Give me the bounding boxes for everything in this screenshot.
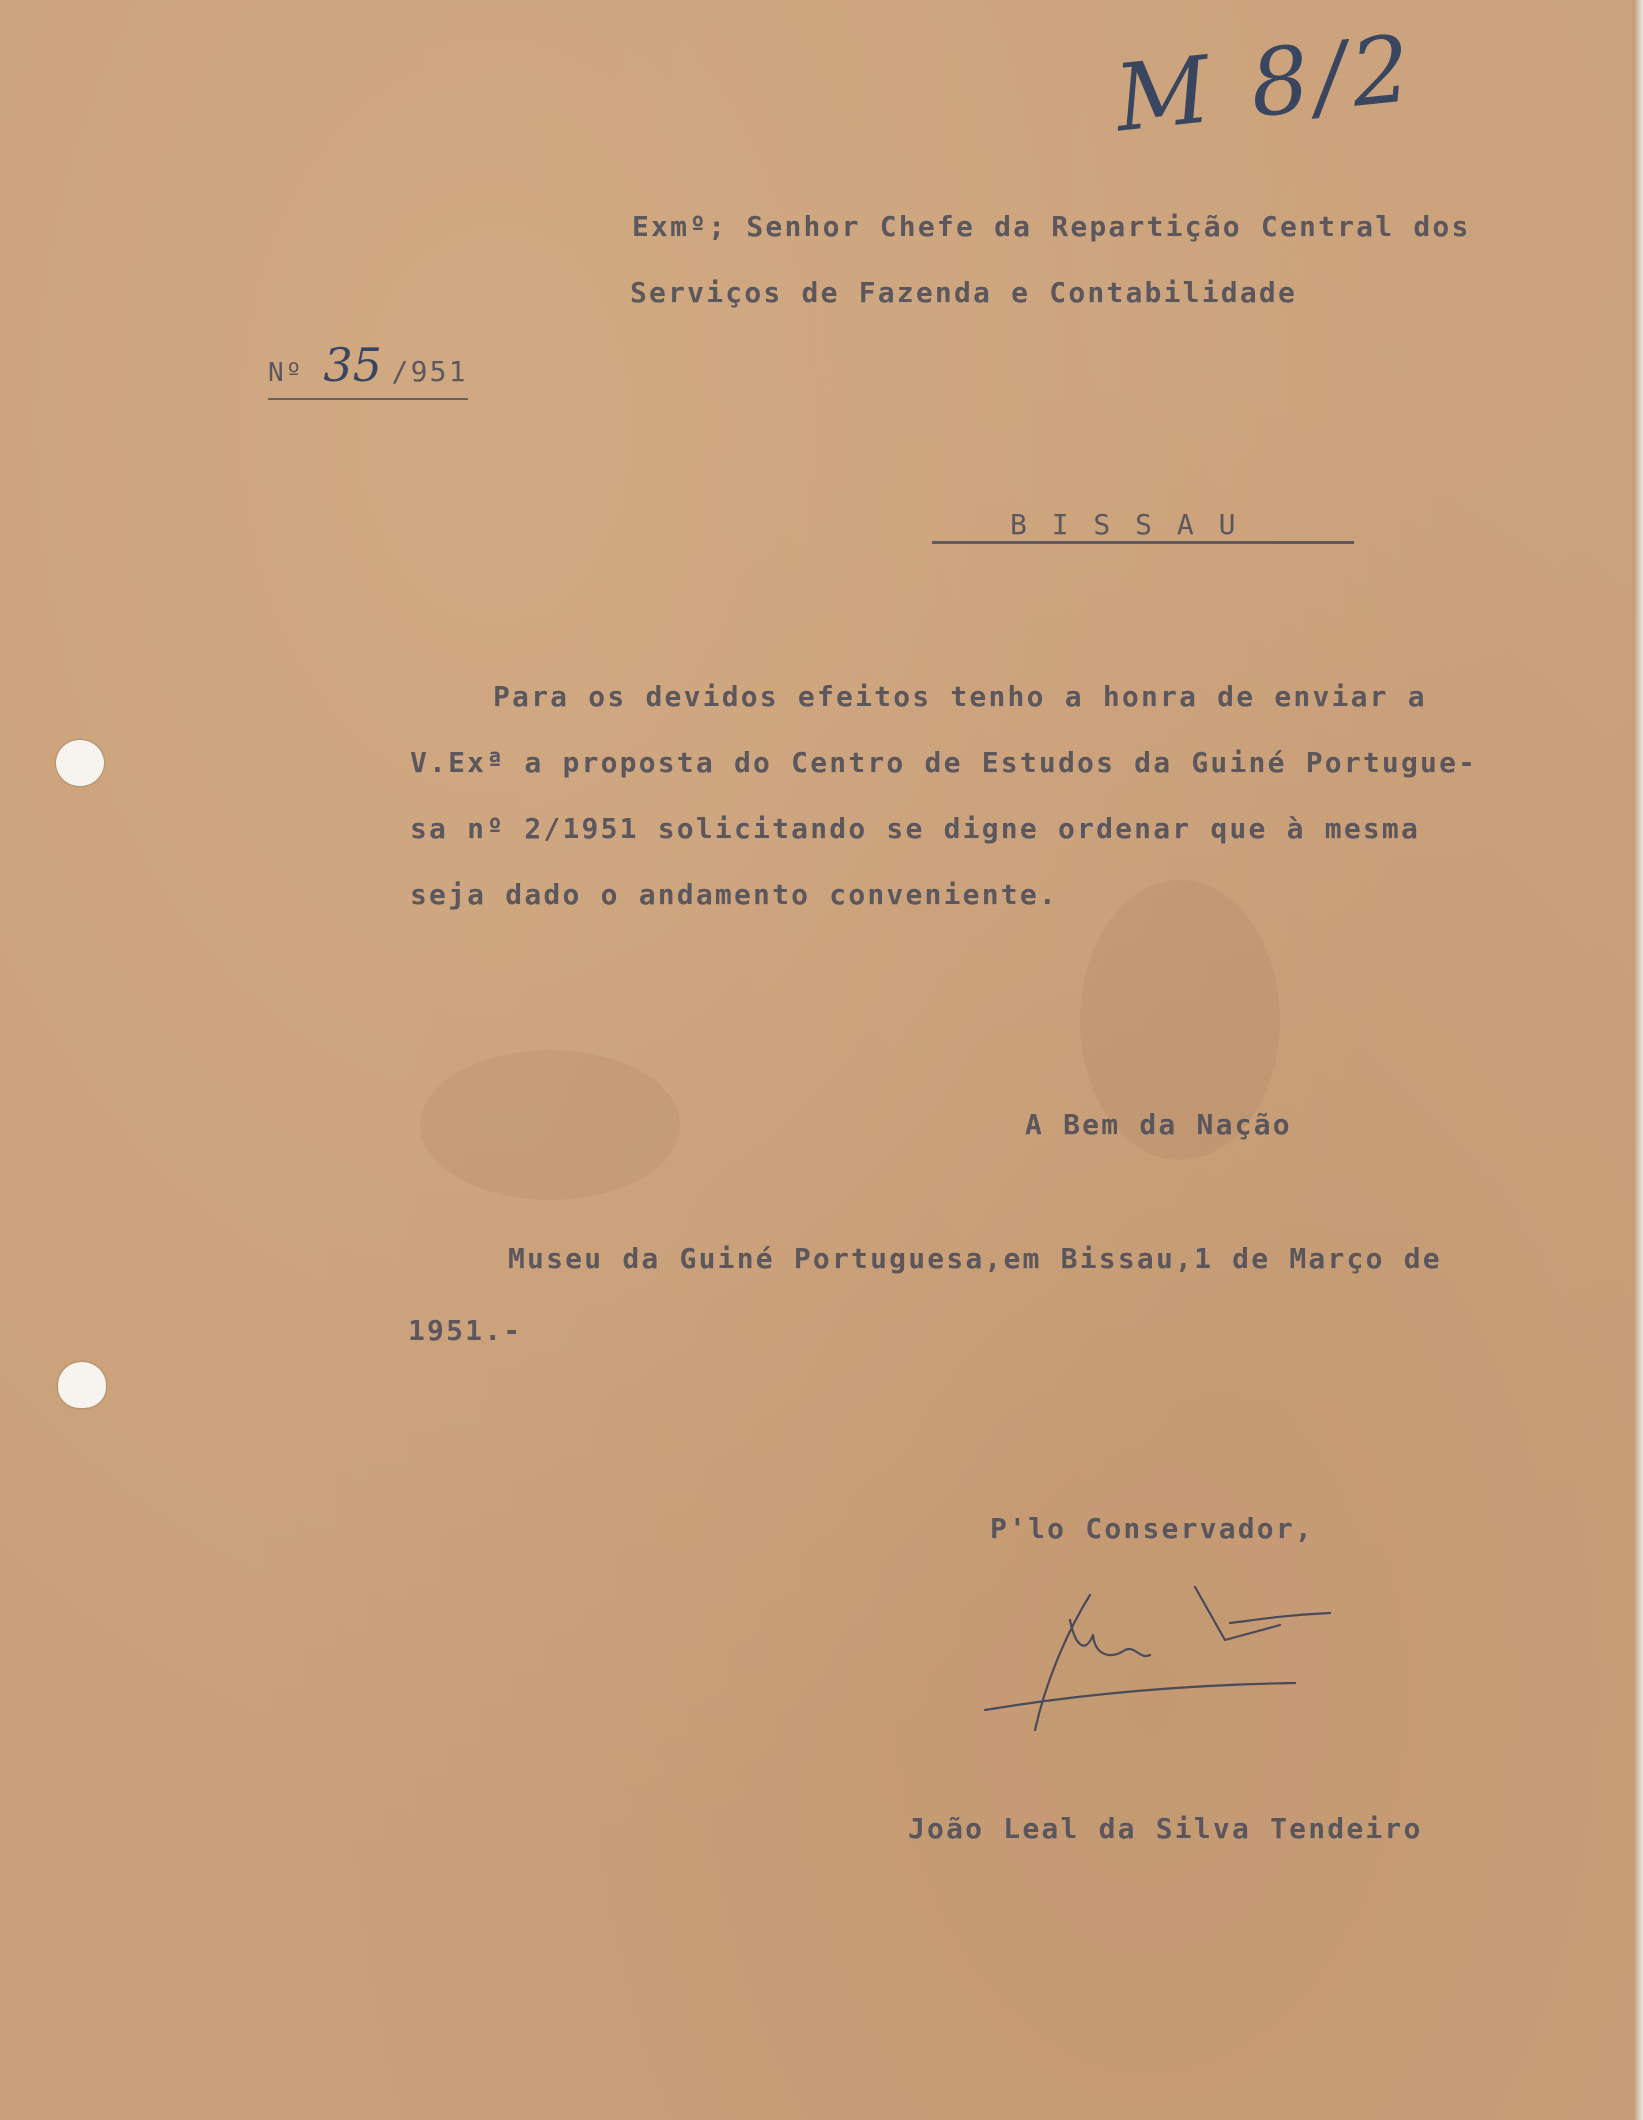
body-line-1: Para os devidos efeitos tenho a honra de enviar a [493, 680, 1427, 713]
body-line-2: V.Exª a proposta do Centro de Estudos da Guiné Portugue- [410, 746, 1478, 779]
addressee-line-2: Serviços de Fazenda e Contabilidade [630, 276, 1298, 309]
reference-number [268, 338, 468, 392]
body-line-3: sa nº 2/1951 solicitando se digne ordenar que à mesma [410, 812, 1421, 845]
reference-year: /951 [391, 355, 468, 388]
body-line-4: seja dado o andamento conveniente. [410, 878, 1058, 911]
closing-salutation: A Bem da Nação [1025, 1108, 1292, 1141]
punch-hole [56, 740, 104, 786]
addressee-line-1: Exmº; Senhor Chefe da Repartição Central dos [632, 210, 1471, 243]
signature-title: P'lo Conservador, [990, 1512, 1314, 1545]
dateline-1: Museu da Guiné Portuguesa,em Bissau,1 de Março de [508, 1242, 1442, 1275]
reference-underline [268, 398, 468, 400]
archive-mark: M 8/2 [1110, 14, 1422, 153]
reference-prefix: Nº [268, 358, 304, 388]
signatory-name: João Leal da Silva Tendeiro [908, 1812, 1423, 1845]
reference-handwritten-number: 35 [323, 338, 382, 392]
signature-scribble [975, 1575, 1345, 1745]
dateline-2: 1951.- [408, 1314, 523, 1347]
punch-hole [58, 1362, 106, 1408]
place-heading: B I S S A U [1010, 508, 1240, 541]
page-edge [1633, 0, 1643, 2120]
place-heading-underline [932, 541, 1354, 544]
paper-stain [420, 1050, 680, 1200]
